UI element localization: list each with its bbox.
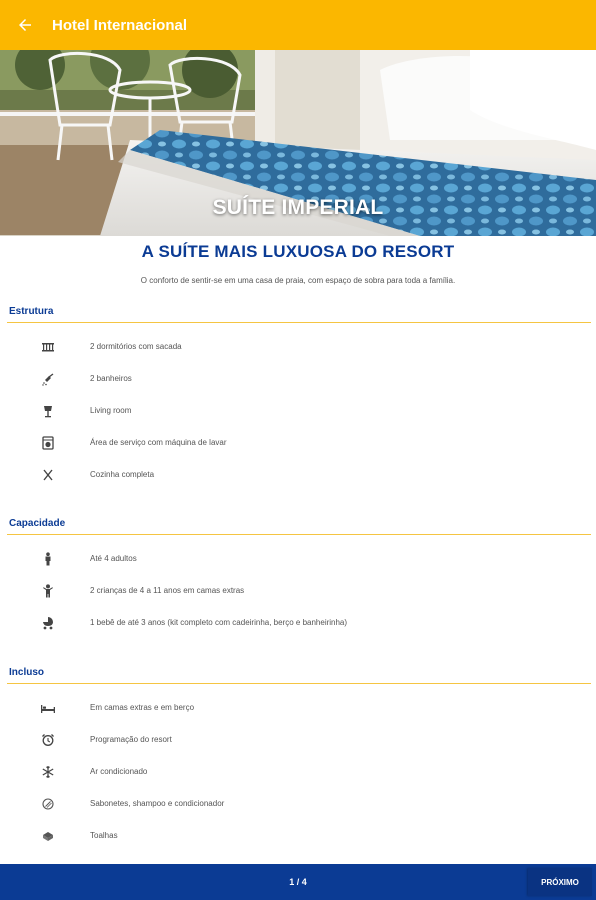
list-item: [0, 698, 596, 718]
list-item: [0, 337, 596, 357]
item-label: Ar condicionado: [90, 767, 148, 776]
section-divider: [7, 534, 591, 535]
item-label: 2 dormitórios com sacada: [90, 342, 182, 351]
item-label: 1 bebê de até 3 anos (kit completo com cadeirinha, berço e banheirinha): [90, 618, 348, 627]
headline: A SUÍTE MAIS LUXUOSA DO RESORT: [141, 242, 455, 261]
arrow-left-icon: [16, 16, 34, 34]
app-title: Hotel Internacional: [52, 16, 188, 34]
bedroom-icon: [40, 339, 56, 355]
list-item: [0, 581, 596, 601]
list-item: [0, 433, 596, 453]
item-label: Sabonetes, shampoo e condicionador: [90, 799, 225, 808]
bed-icon: [40, 700, 56, 716]
cutlery-icon: [40, 467, 56, 483]
item-label: Programação do resort: [90, 735, 172, 744]
item-label: Até 4 adultos: [90, 554, 137, 563]
app-bar: [0, 0, 596, 50]
snowflake-icon: [40, 764, 56, 780]
list-item: [0, 762, 596, 782]
suite-title: SUÍTE IMPERIAL: [212, 196, 384, 219]
section-title-capacidade: Capacidade: [9, 518, 66, 529]
alarm-clock-icon: [40, 732, 56, 748]
item-label: Área de serviço com máquina de lavar: [90, 438, 227, 447]
intro-text: O conforto de sentir-se em uma casa de praia, com espaço de sobra para toda a família.: [140, 276, 456, 285]
shower-icon: [40, 371, 56, 387]
list-item: [0, 794, 596, 814]
section-title-incluso: Incluso: [9, 667, 45, 678]
bottom-bar: [0, 864, 596, 900]
list-item: [0, 730, 596, 750]
item-label: Em camas extras e em berço: [90, 703, 195, 712]
soap-icon: [40, 796, 56, 812]
list-item: [0, 826, 596, 846]
towel-icon: [40, 828, 56, 844]
item-label: Toalhas: [90, 831, 118, 840]
washing-machine-icon: [40, 435, 56, 451]
list-item: [0, 465, 596, 485]
section-divider: [7, 683, 591, 684]
adult-icon: [40, 551, 56, 567]
hero-image: [0, 50, 596, 236]
lamp-icon: [40, 403, 56, 419]
next-button[interactable]: PRÓXIMO: [528, 868, 592, 896]
list-item: [0, 549, 596, 569]
page-indicator: 1 / 4: [289, 877, 307, 887]
child-icon: [40, 583, 56, 599]
content-scroll[interactable]: [0, 236, 596, 864]
section-divider: [7, 322, 591, 323]
section-title-estrutura: Estrutura: [9, 306, 54, 317]
item-label: 2 crianças de 4 a 11 anos em camas extras: [90, 586, 245, 595]
list-item: [0, 401, 596, 421]
stroller-icon: [40, 615, 56, 631]
back-button[interactable]: [0, 0, 50, 50]
list-item: [0, 613, 596, 633]
item-label: Living room: [90, 406, 132, 415]
item-label: 2 banheiros: [90, 374, 132, 383]
list-item: [0, 369, 596, 389]
item-label: Cozinha completa: [90, 470, 155, 479]
